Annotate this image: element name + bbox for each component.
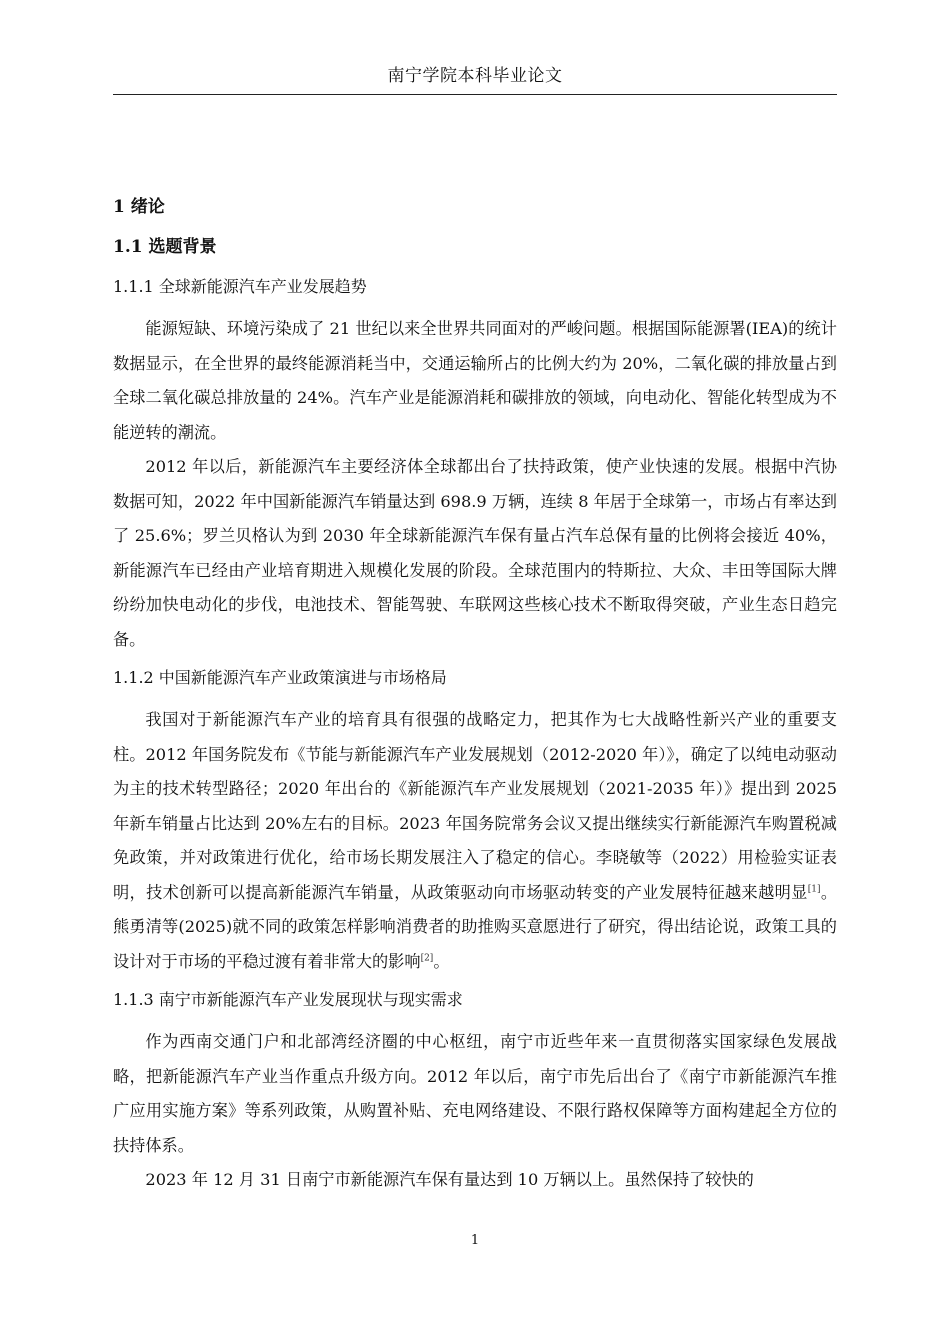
- paragraph-text: 。熊勇清等(2025)就不同的政策怎样影响消费者的助推购买意愿进行了研究，得出结论说，政策工具的设计对于市场的平稳过渡有着非常大的影响: [113, 882, 838, 971]
- paragraph-energy-issues: 能源短缺、环境污染成了 21 世纪以来全世界共同面对的严峻问题。根据国际能源署(IEA)的统计数据显示，在全世界的最终能源消耗当中，交通运输所占的比例大约为 20%，二氧化碳的排放量占到全球二氧化碳总排放量的 24%。汽车产业是能源消耗和碳排放的领域，向电动化、智能化转型成为不能逆转的潮流。: [113, 319, 837, 442]
- paragraph-nanning-strategy: 作为西南交通门户和北部湾经济圈的中心枢纽，南宁市近些年来一直贯彻落实国家绿色发展战略，把新能源汽车产业当作重点升级方向。2012 年以后，南宁市先后出台了《南宁市新能源汽车推广应用实施方案》等系列政策，从购置补贴、充电网络建设、不限行路权保障等方面构建起全方位的扶持体系。: [113, 1032, 837, 1155]
- paragraph-text: 我国对于新能源汽车产业的培育具有很强的战略定力，把其作为七大战略性新兴产业的重要支柱。2012 年国务院发布《节能与新能源汽车产业发展规划（2012-2020 年）》，确定了以纯电动驱动为主的技术转型路径；2020 年出台的《新能源汽车产业发展规划（2021-2035 年）》提出到 2025 年新车销量占比达到 20%左右的目标。2023 年国务院常务会议又提出继续实行新能源汽车购置税减免政策，并对政策进行优化，给市场长期发展注入了稳定的信心。李晓敏等（2022）用检验实证表明，技术创新可以提高新能源汽车销量，从政策驱动向市场驱动转变的产业发展特征越来越明显: [113, 710, 837, 902]
- page-number: 1: [470, 1233, 480, 1248]
- citation-ref-2: [2]: [420, 953, 434, 964]
- subsection-heading-3: 1.1.3 南宁市新能源汽车产业发展现状与现实需求: [113, 990, 463, 1009]
- document-body: [113, 190, 837, 1198]
- paragraph-global-policy: 2012 年以后，新能源汽车主要经济体全球都出台了扶持政策，使产业快速的发展。根据中汽协数据可知，2022 年中国新能源汽车销量达到 698.9 万辆，连续 8 年居于全球第一，市场占有率达到了 25.6%；罗兰贝格认为到 2030 年全球新能源汽车保有量占汽车总保有量的比例将会接近 40%，新能源汽车已经由产业培育期进入规模化发展的阶段。全球范围内的特斯拉、大众、丰田等国际大牌纷纷加快电动化的步伐，电池技术、智能驾驶、车联网这些核心技术不断取得突破，产业生态日趋完备。: [113, 457, 837, 649]
- section-heading: 1.1 选题背景: [113, 237, 217, 257]
- paragraph-text: 。: [433, 951, 450, 971]
- citation-ref-1: [1]: [807, 884, 821, 895]
- chapter-heading: 1 绪论: [113, 197, 165, 217]
- header-title: 南宁学院本科毕业论文: [387, 66, 563, 86]
- paragraph-nanning-stats: 2023 年 12 月 31 日南宁市新能源汽车保有量达到 10 万辆以上。虽然保持了较快的: [145, 1170, 754, 1189]
- subsection-heading-1: 1.1.1 全球新能源汽车产业发展趋势: [113, 277, 367, 296]
- subsection-heading-2: 1.1.2 中国新能源汽车产业政策演进与市场格局: [113, 668, 447, 687]
- page-header: [113, 58, 837, 95]
- paragraph-china-policy: [113, 703, 837, 979]
